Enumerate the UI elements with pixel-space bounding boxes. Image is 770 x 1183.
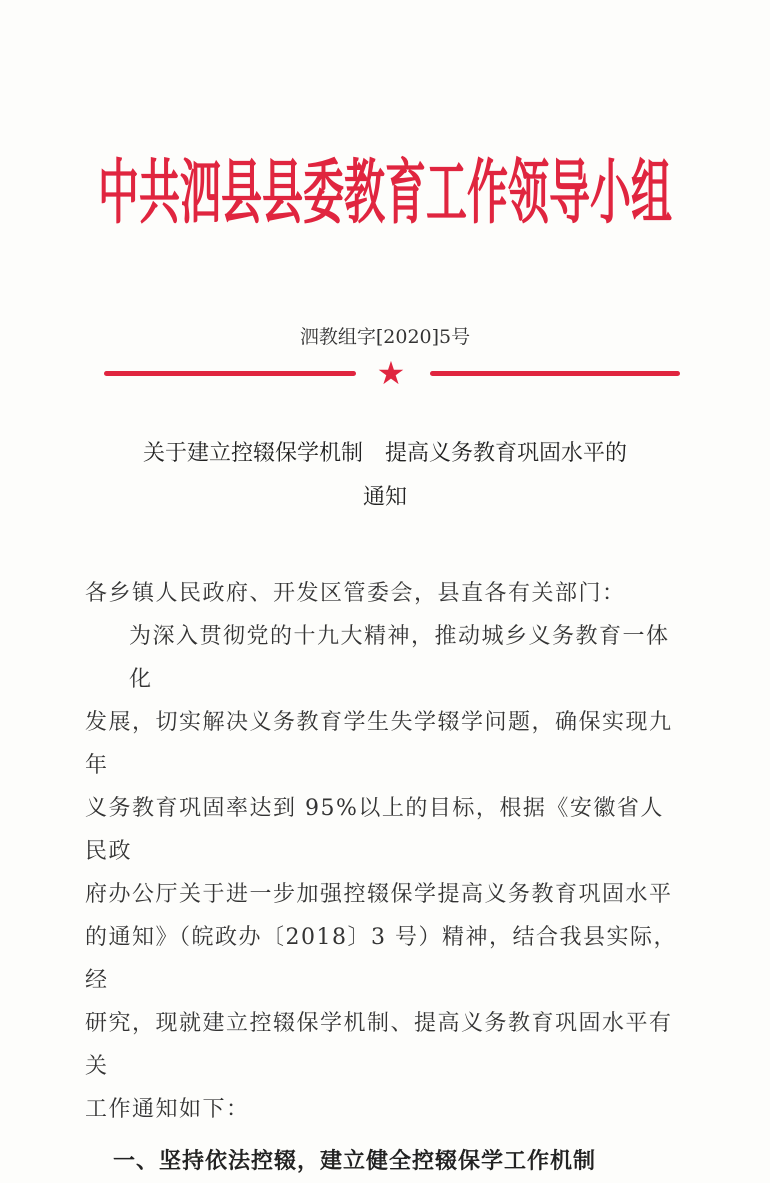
paragraph-line: 研究，现就建立控辍保学机制、提高义务教育巩固水平有关 xyxy=(85,1011,673,1079)
paragraph-line: 义务教育巩固率达到 95%以上的目标，根据《安徽省人民政 xyxy=(85,796,664,864)
paragraph-line: 的通知》（皖政办〔2018〕3 号）精神，结合我县实际，经 xyxy=(85,925,677,993)
document-number: 泗教组字[2020]5号 xyxy=(299,326,471,348)
section-heading: 一、坚持依法控辍，建立健全控辍保学工作机制 xyxy=(113,1148,597,1174)
paragraph-line: 为深入贯彻党的十九大精神，推动城乡义务教育一体化 xyxy=(129,624,670,692)
document-title-line-1: 关于建立控辍保学机制 提高义务教育巩固水平的 xyxy=(142,441,627,466)
paragraph-line: 工作通知如下： xyxy=(85,1097,250,1122)
salutation: 各乡镇人民政府、开发区管委会，县直各有关部门： xyxy=(85,581,626,606)
red-divider-left xyxy=(104,371,356,376)
issuing-organization-title: 中共泗县县委教育工作领导小组 xyxy=(98,151,672,234)
document-title-line-2: 通知 xyxy=(362,485,407,510)
red-divider-right xyxy=(430,371,680,376)
document-body xyxy=(85,572,685,1131)
red-divider xyxy=(0,354,770,394)
star-icon: ★ xyxy=(376,354,406,392)
paragraph-line: 发展，切实解决义务教育学生失学辍学问题，确保实现九年 xyxy=(85,710,673,778)
paragraph-line: 府办公厅关于进一步加强控辍保学提高义务教育巩固水平 xyxy=(85,882,673,907)
header-area xyxy=(0,150,770,270)
